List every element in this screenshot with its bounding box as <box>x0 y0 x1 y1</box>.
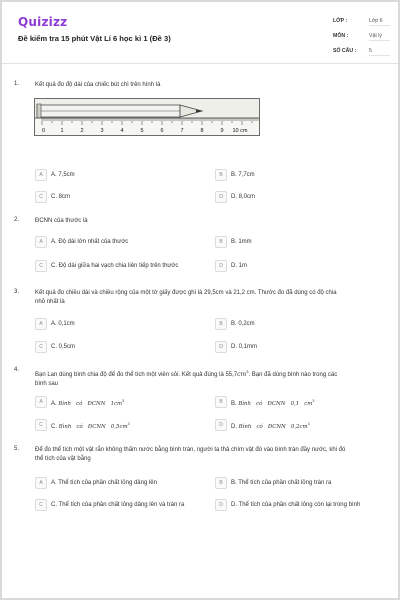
option-text: B. 0,2cm <box>231 321 255 327</box>
ruler-label: 1 <box>60 128 64 134</box>
option-text: C. 0,5cm <box>51 344 76 350</box>
question-text <box>35 289 387 307</box>
option-text: D. 0,1mm <box>231 344 258 350</box>
option-letter-badge: B <box>215 318 227 330</box>
page-header <box>2 2 398 64</box>
option-text: C. 8cm <box>51 194 71 200</box>
option-letter-badge: C <box>35 260 47 272</box>
ruler-label: 2 <box>80 128 84 134</box>
option-letter-badge: B <box>215 477 227 489</box>
question-text-line-1: Kết quả đo chiều dài và chiều rộng của một tờ giấy được ghi là 29,5cm và 21,2 cm. Thước đo đã dùng có độ chia <box>35 290 337 296</box>
option-text: A. Độ dài lớn nhất của thước <box>51 239 129 245</box>
ruler-label: 0 <box>42 128 46 134</box>
ruler-label: 5 <box>140 128 144 134</box>
option-text: A. 7,5cm <box>51 172 75 178</box>
meta-value-count: 5 <box>369 48 390 56</box>
option-text: D. 1m <box>231 263 248 269</box>
question-unit-exponent: 3 <box>246 369 249 374</box>
meta-label-count: SỐ CÂU : <box>333 48 357 54</box>
meta-label-class: LỚP : <box>333 18 348 24</box>
option-letter-badge: C <box>35 419 47 431</box>
option-letter-badge: A <box>35 236 47 248</box>
option-text: B. 1mm <box>231 239 252 245</box>
question-text: Kết quả đo độ dài của chiếc bút chì trên hình là <box>35 82 161 88</box>
question-text-line-2: bình sau <box>35 381 59 387</box>
meta-value-class: Lớp 6 <box>369 18 390 26</box>
ruler-label: 7 <box>180 128 184 134</box>
option-text: A. 0,1cm <box>51 321 75 327</box>
meta-label-subject: MÔN : <box>333 33 349 39</box>
option-text: C. Độ dài giữa hai vạch chia liên tiếp trên thước <box>51 263 179 269</box>
ruler-label: 8 <box>200 128 204 134</box>
option-letter-badge: A <box>35 477 47 489</box>
option-text: C. Bình có ĐCNN $0,5cm^3$ <box>51 422 130 430</box>
page-title: Đề kiểm tra 15 phút Vật Lí 6 học kì 1 (Đề 3) <box>18 34 171 43</box>
option-text: C. Thể tích của phần chất lỏng dâng lên và tràn ra <box>51 502 185 508</box>
option-text: D. 8,0cm <box>231 194 256 200</box>
question-number: 1. <box>14 81 20 87</box>
option-text: A. Bình có ĐCNN $1cm^3$ <box>51 399 125 407</box>
quiz-page <box>2 2 398 598</box>
question-text-line-2: thể tích của vật bằng <box>35 456 91 462</box>
question-text-line-1-end: . Bạn đã dùng bình nào trong các <box>248 372 338 378</box>
option-text: B. Thể tích của phần chất lỏng tràn ra <box>231 480 332 486</box>
ruler-illustration <box>34 98 260 136</box>
option-text: B. Bình có ĐCNN 0,1 $cm^3$ <box>231 399 315 407</box>
option-letter-badge: A <box>35 169 47 181</box>
option-letter-badge: D <box>215 341 227 353</box>
question-number: 2. <box>14 217 20 223</box>
option-letter-badge: C <box>35 191 47 203</box>
option-text: A. Thể tích của phần chất lỏng dâng lên <box>51 480 157 486</box>
option-letter-badge: A <box>35 318 47 330</box>
option-letter-badge: B <box>215 169 227 181</box>
option-letter-badge: A <box>35 396 47 408</box>
question-text: ĐCNN của thước là <box>35 218 88 224</box>
option-letter-badge: D <box>215 260 227 272</box>
question-number: 3. <box>14 289 20 295</box>
option-text: B. 7,7cm <box>231 172 255 178</box>
question-text <box>35 367 387 389</box>
option-letter-badge: B <box>215 236 227 248</box>
question-text-line-1: Bạn Lan dùng bình chia độ để đo thể tích một viên sỏi. Kết quả đúng là 55,7 <box>35 372 238 378</box>
question-number: 4. <box>14 367 20 373</box>
question-text-line-2: nhỏ nhất là <box>35 299 65 305</box>
question-text <box>35 446 387 464</box>
ruler-pencil-image <box>34 98 260 136</box>
option-letter-badge: D <box>215 191 227 203</box>
ruler-label: 4 <box>120 128 124 134</box>
option-letter-badge: B <box>215 396 227 408</box>
question-number: 5. <box>14 446 20 452</box>
option-letter-badge: D <box>215 419 227 431</box>
question-unit: cm <box>237 371 247 378</box>
question-text-line-1: Để đo thể tích một vật rắn không thấm nước bằng bình tràn, người ta thả chìm vật đó vào bình tràn đầy nước, khi đó <box>35 447 346 453</box>
ruler-label: 3 <box>100 128 104 134</box>
option-letter-badge: C <box>35 341 47 353</box>
option-letter-badge: C <box>35 499 47 511</box>
option-text: D. Thể tích của phần chất lỏng còn lại trong bình <box>231 502 361 508</box>
ruler-label: 10 cm <box>232 128 248 134</box>
ruler-label: 6 <box>160 128 164 134</box>
ruler-label: 9 <box>220 128 224 134</box>
meta-value-subject: Vật lý <box>369 33 390 41</box>
quizizz-logo: Quizizz <box>18 15 68 29</box>
option-letter-badge: D <box>215 499 227 511</box>
option-text: D. Bình có ĐCNN $0,2cm^3$ <box>231 422 310 430</box>
